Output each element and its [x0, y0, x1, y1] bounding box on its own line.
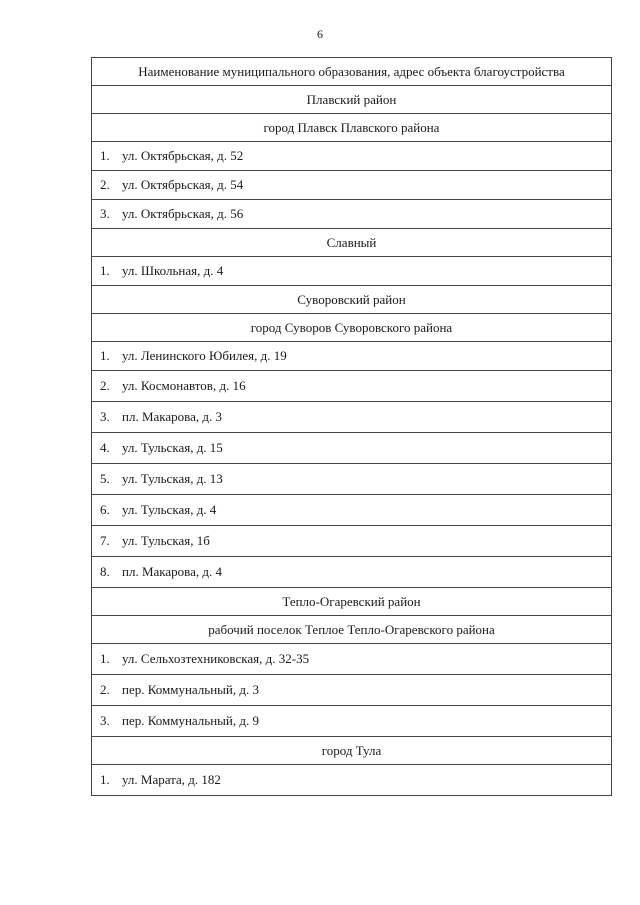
item-address: пл. Макарова, д. 3	[122, 409, 223, 424]
item-number: 6.	[100, 502, 110, 517]
section-row-teploe-settlement	[92, 616, 612, 644]
table-row	[92, 706, 612, 737]
table-row	[92, 765, 612, 796]
item-address: ул. Космонавтов, д. 16	[122, 378, 246, 393]
table-row	[92, 644, 612, 675]
item-number: 1.	[100, 263, 110, 278]
item-address: пер. Коммунальный, д. 9	[122, 713, 259, 728]
table-row	[92, 675, 612, 706]
section-row-plavsky-district	[92, 86, 612, 114]
item-cell	[92, 371, 612, 402]
item-address: ул. Школьная, д. 4	[122, 263, 224, 278]
section-row-tula-city	[92, 737, 612, 765]
table-row	[92, 342, 612, 371]
item-address: ул. Ленинского Юбилея, д. 19	[122, 348, 287, 363]
item-address: ул. Тульская, д. 13	[122, 471, 223, 486]
section-cell: Плавский район	[92, 86, 612, 114]
section-cell: Тепло-Огаревский район	[92, 588, 612, 616]
item-cell	[92, 142, 612, 171]
item-cell	[92, 433, 612, 464]
table-row	[92, 257, 612, 286]
section-row-teplo-ogarevsky-district	[92, 588, 612, 616]
item-number: 2.	[100, 177, 110, 192]
item-number: 2.	[100, 682, 110, 697]
item-cell	[92, 464, 612, 495]
section-row-plavsk-city	[92, 114, 612, 142]
item-number: 3.	[100, 409, 110, 424]
item-address: ул. Марата, д. 182	[122, 772, 221, 787]
table-row	[92, 526, 612, 557]
section-row-suvorov-city	[92, 314, 612, 342]
item-address: пер. Коммунальный, д. 3	[122, 682, 259, 697]
table-row	[92, 200, 612, 229]
item-cell	[92, 257, 612, 286]
item-cell	[92, 402, 612, 433]
table-row	[92, 495, 612, 526]
table-row	[92, 171, 612, 200]
item-cell	[92, 675, 612, 706]
item-number: 4.	[100, 440, 110, 455]
item-address: ул. Тульская, д. 15	[122, 440, 223, 455]
item-address: ул. Октябрьская, д. 54	[122, 177, 244, 192]
item-cell	[92, 200, 612, 229]
page-number: 6	[317, 27, 323, 41]
item-address: ул. Октябрьская, д. 52	[122, 148, 244, 163]
item-number: 3.	[100, 206, 110, 221]
table-row	[92, 464, 612, 495]
item-address: ул. Октябрьская, д. 56	[122, 206, 244, 221]
item-cell	[92, 495, 612, 526]
table-header-cell: Наименование муниципального образования, адрес объекта благоустройства	[92, 58, 612, 86]
item-cell	[92, 526, 612, 557]
table-row	[92, 402, 612, 433]
item-cell	[92, 342, 612, 371]
section-cell: Суворовский район	[92, 286, 612, 314]
section-cell: город Суворов Суворовского района	[92, 314, 612, 342]
item-number: 1.	[100, 772, 110, 787]
table-row	[92, 557, 612, 588]
table-row	[92, 142, 612, 171]
section-row-suvorovsky-district	[92, 286, 612, 314]
item-number: 1.	[100, 651, 110, 666]
section-cell: город Тула	[92, 737, 612, 765]
item-address: ул. Тульская, 1б	[122, 533, 210, 548]
item-number: 8.	[100, 564, 110, 579]
item-number: 2.	[100, 378, 110, 393]
item-number: 5.	[100, 471, 110, 486]
item-address: пл. Макарова, д. 4	[122, 564, 223, 579]
item-number: 3.	[100, 713, 110, 728]
section-cell: город Плавск Плавского района	[92, 114, 612, 142]
section-row-slavny	[92, 229, 612, 257]
item-address: ул. Тульская, д. 4	[122, 502, 217, 517]
item-cell	[92, 557, 612, 588]
item-number: 7.	[100, 533, 110, 548]
address-table	[91, 57, 612, 796]
table-row	[92, 371, 612, 402]
table-row	[92, 433, 612, 464]
section-cell: Славный	[92, 229, 612, 257]
item-address: ул. Сельхозтехниковская, д. 32-35	[122, 651, 310, 666]
item-number: 1.	[100, 148, 110, 163]
item-cell	[92, 171, 612, 200]
section-cell: рабочий поселок Теплое Тепло-Огаревского района	[92, 616, 612, 644]
item-cell	[92, 706, 612, 737]
item-cell	[92, 644, 612, 675]
item-number: 1.	[100, 348, 110, 363]
table-header-row	[92, 58, 612, 86]
item-cell	[92, 765, 612, 796]
